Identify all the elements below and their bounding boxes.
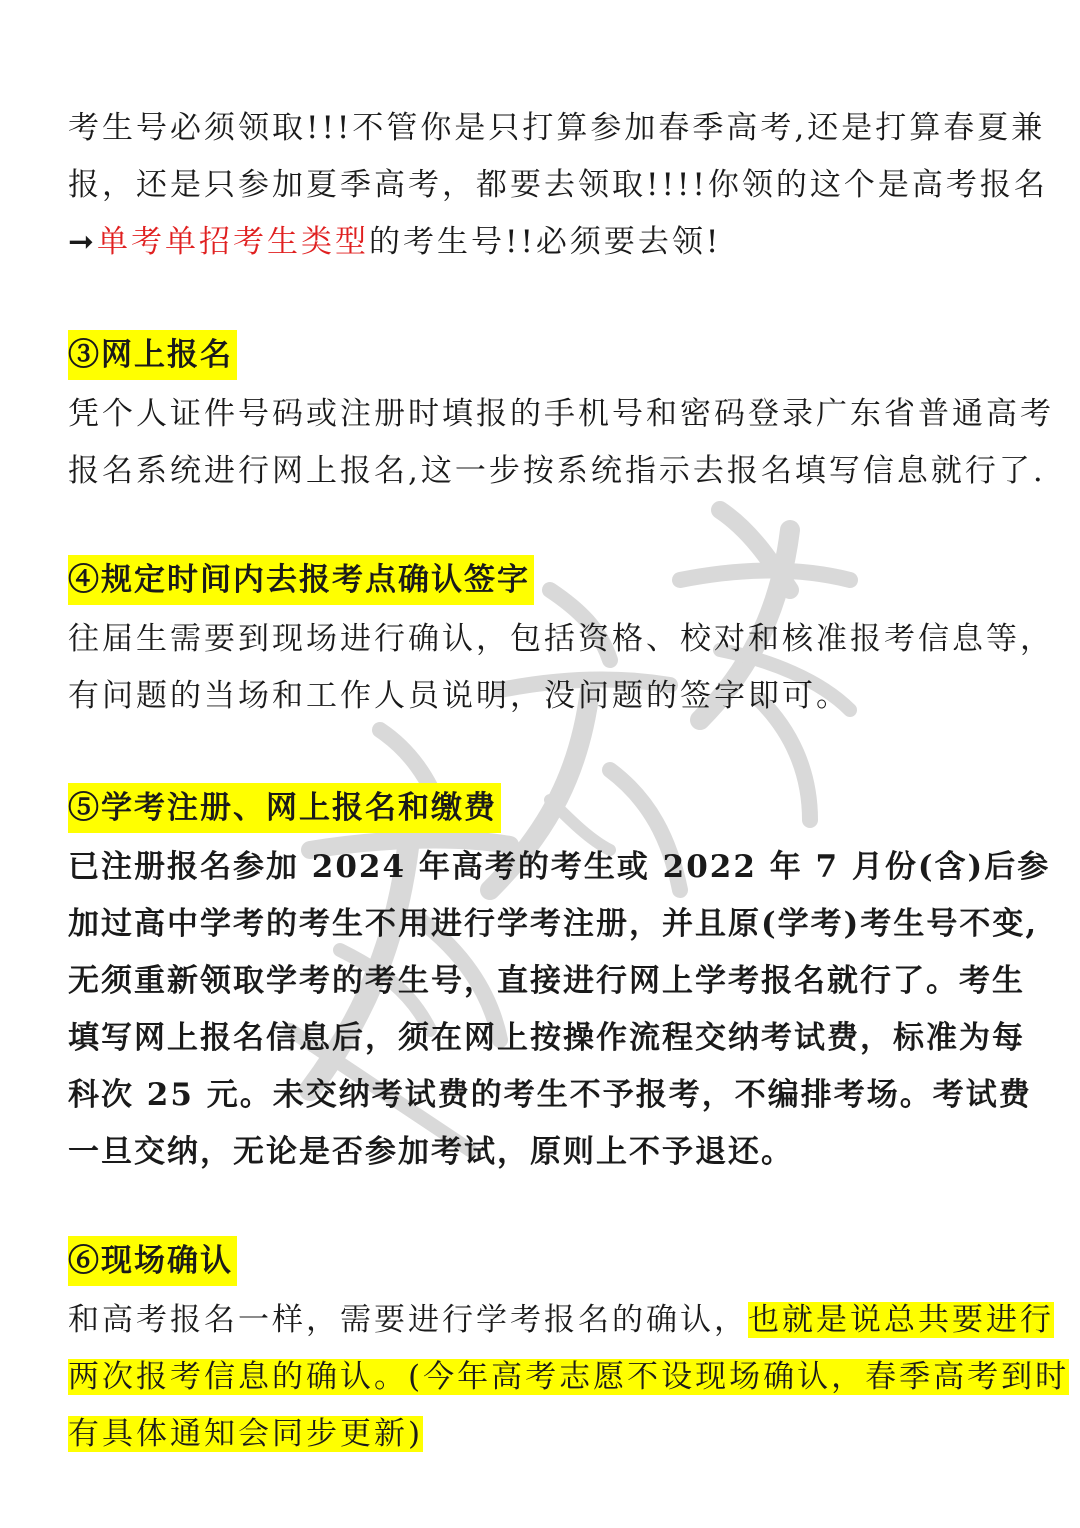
paragraph-line: 填写网上报名信息后，须在网上按操作流程交纳考试费，标准为每	[68, 1020, 1025, 1056]
paragraph-line: 凭个人证件号码或注册时填报的手机号和密码登录广东省普通高考	[68, 396, 1054, 432]
paragraph-line: 已注册报名参加 2024 年高考的考生或 2022 年 7 月份(含)后参	[68, 849, 1051, 885]
plain-text: 和高考报名一样，需要进行学考报名的确认，	[68, 1302, 748, 1338]
section-heading: ④规定时间内去报考点确认签字	[68, 555, 534, 605]
highlight-text: 有具体通知会同步更新)	[68, 1416, 424, 1452]
paragraph-line	[68, 1349, 1070, 1406]
arrow-icon: ➞	[68, 224, 97, 260]
intro-line-3	[68, 214, 1028, 271]
paragraph-line: 报名系统进行网上报名,这一步按系统指示去报名填写信息就行了.	[68, 453, 1046, 489]
paragraph-line: 一旦交纳，无论是否参加考试，原则上不予退还。	[68, 1134, 794, 1170]
section-heading: ⑤学考注册、网上报名和缴费	[68, 783, 501, 833]
paragraph-line	[68, 1406, 1028, 1463]
highlight-text: 也就是说总共要进行	[748, 1302, 1054, 1338]
intro-line-1: 考生号必须领取!!!不管你是只打算参加春季高考,还是打算春夏兼	[68, 110, 1046, 146]
highlight-text: 两次报考信息的确认。(今年高考志愿不设现场确认，春季高考到时	[68, 1359, 1070, 1395]
section-heading: ③网上报名	[68, 330, 237, 380]
section-heading: ⑥现场确认	[68, 1236, 237, 1286]
intro-paragraph	[68, 100, 1048, 271]
section-online-registration	[68, 330, 1054, 500]
paragraph-line: 科次 25 元。未交纳考试费的考生不予报考，不编排考场。考试费	[68, 1077, 1032, 1113]
section-onsite-confirmation	[68, 1236, 1070, 1463]
paragraph-line: 加过高中学考的考生不用进行学考注册，并且原(学考)考生号不变,	[68, 906, 1039, 942]
emphasis-text: 单考单招考生类型	[96, 224, 369, 260]
paragraph-line: 往届生需要到现场进行确认，包括资格、校对和核准报考信息等，	[68, 621, 1054, 657]
intro-line-2: 报，还是只参加夏季高考，都要去领取!!!!你领的这个是高考报名	[68, 167, 1048, 203]
paragraph-line	[68, 1292, 1054, 1349]
paragraph-line: 有问题的当场和工作人员说明，没问题的签字即可。	[68, 678, 850, 714]
paragraph-line: 无须重新领取学考的考生号，直接进行网上学考报名就行了。考生	[68, 963, 1025, 999]
section-confirm-signature	[68, 555, 1054, 725]
section-exam-registration-fee	[68, 783, 1051, 1181]
intro-line-3-rest: 的考生号!!必须要去领!	[368, 224, 722, 260]
